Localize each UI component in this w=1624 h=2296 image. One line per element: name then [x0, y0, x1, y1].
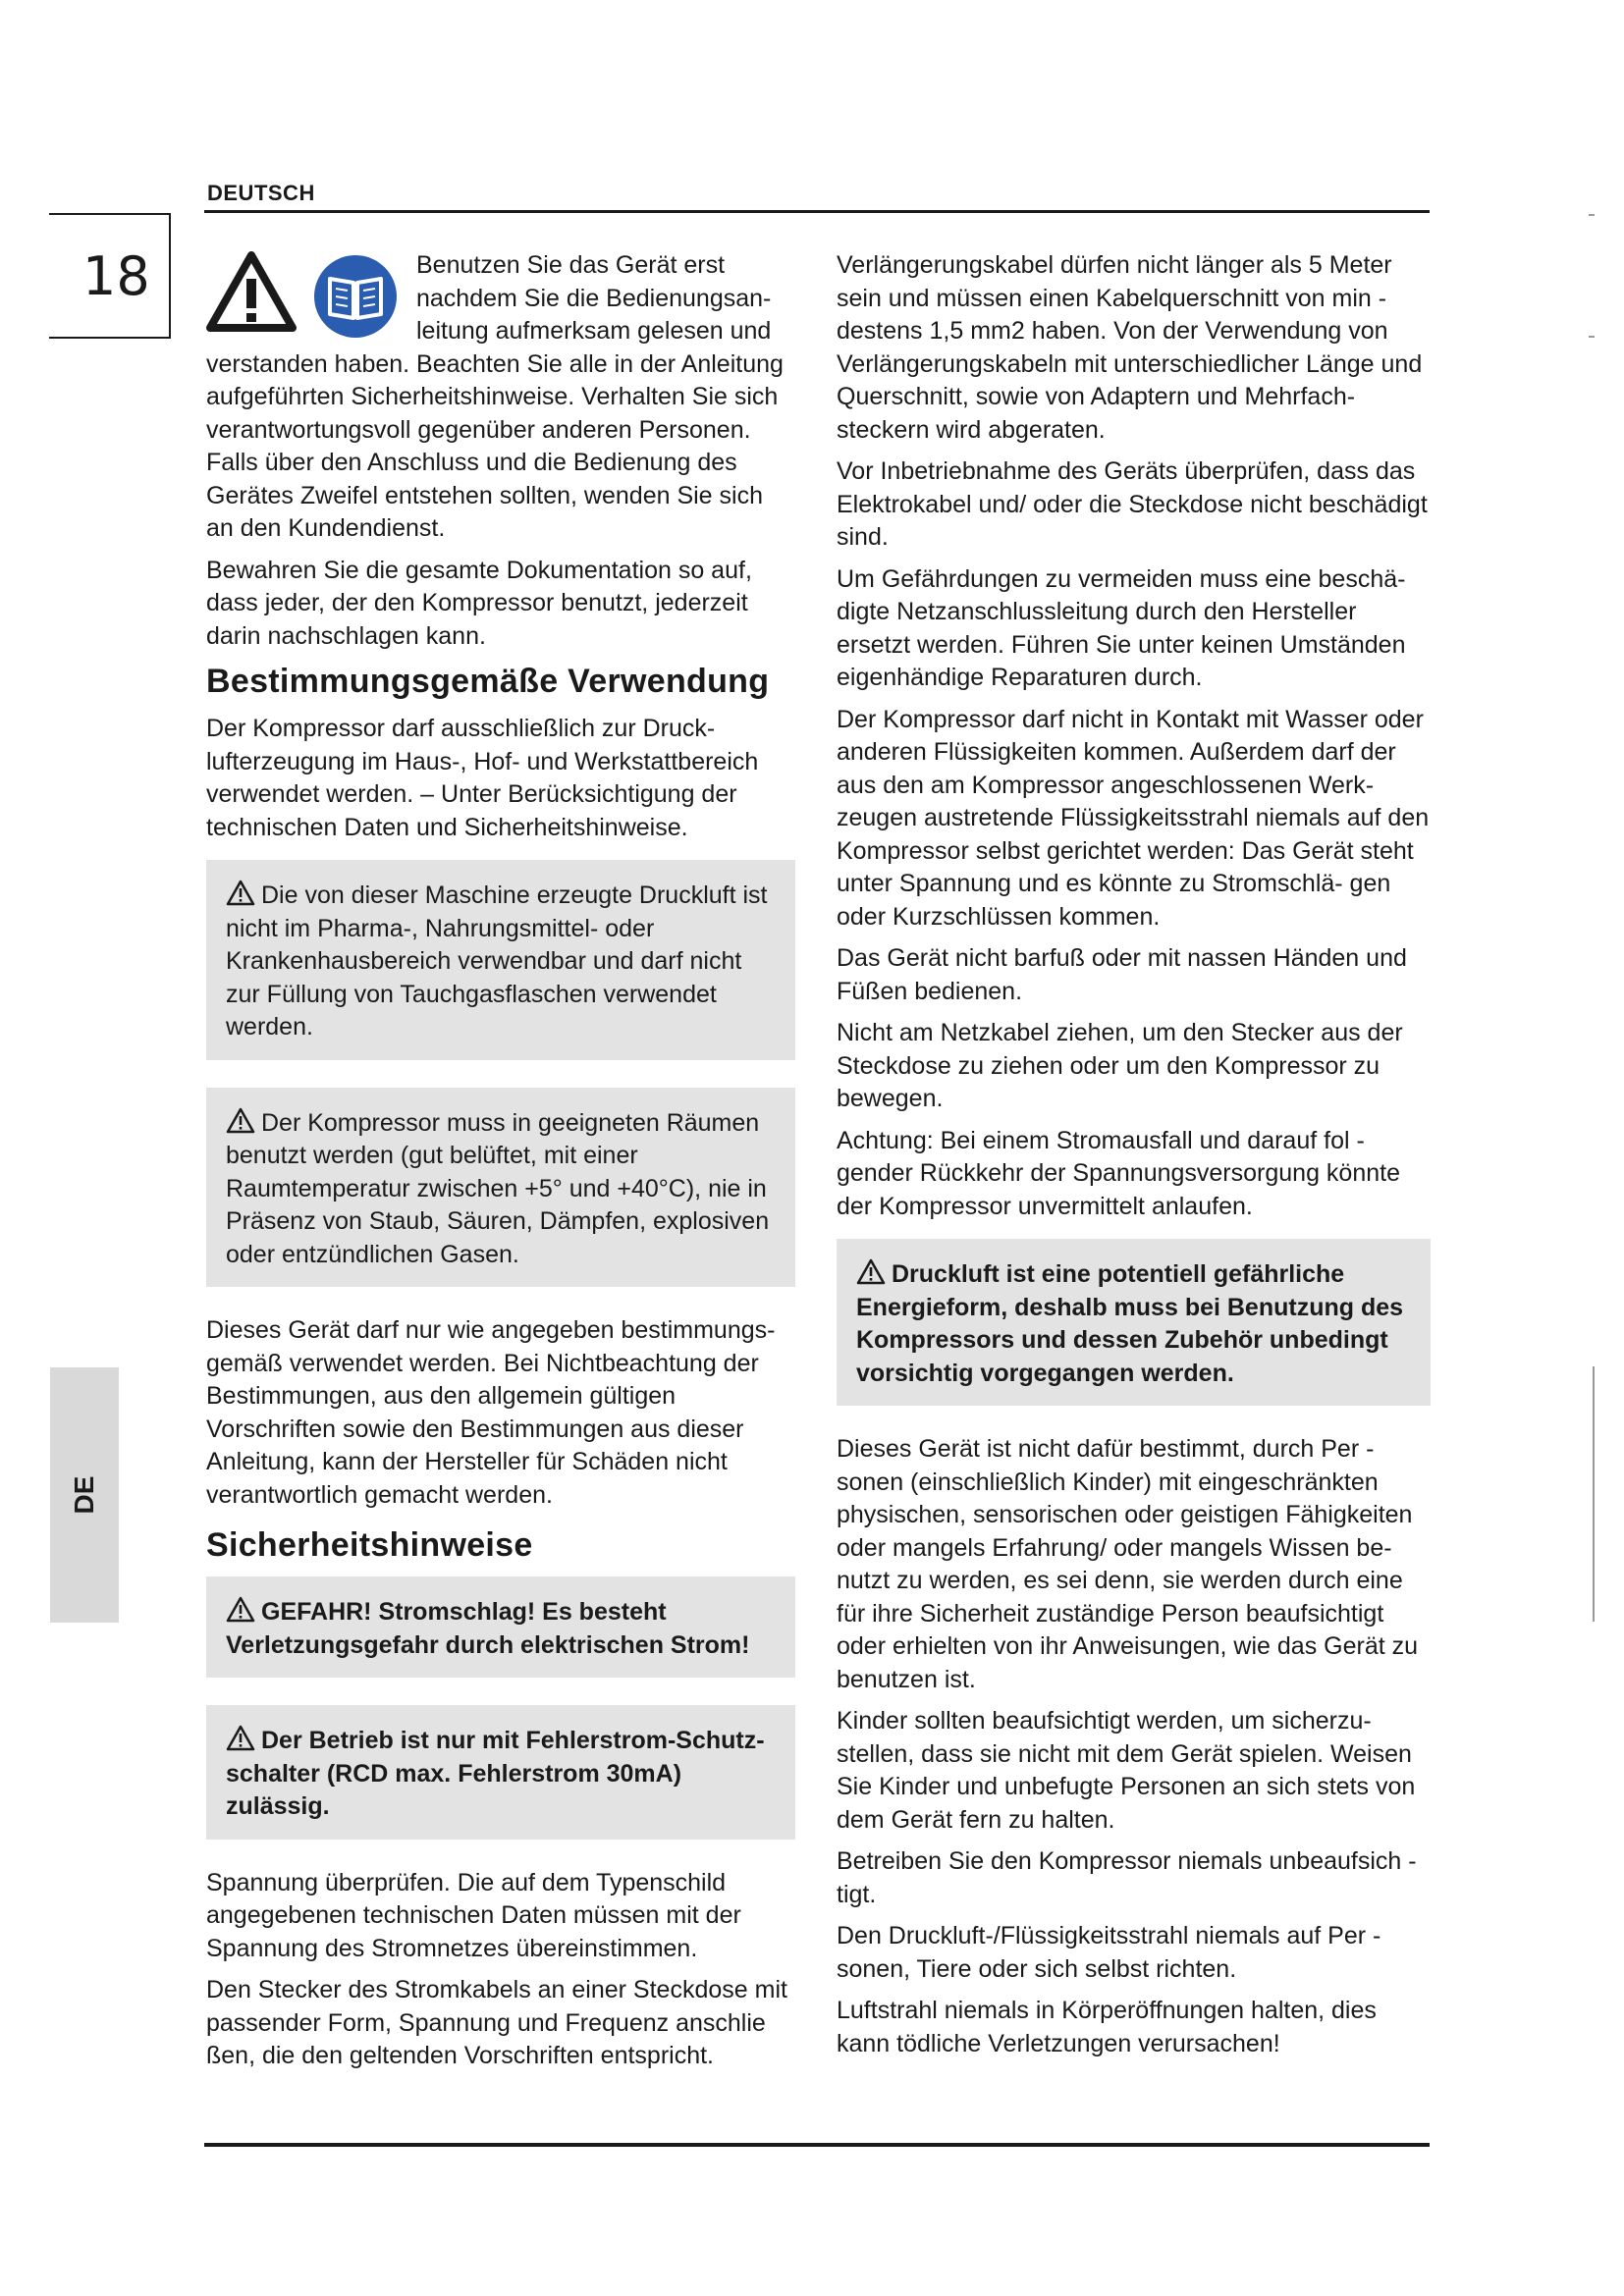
right-paragraph-4: Der Kompressor darf nicht in Kontakt mit Wasser oder anderen Flüssigkeiten kommen. Außerdem darf der aus den am Kompressor angeschlossenen Werk- zeugen austretende Flüssigkeitsstrahl niemals auf den Kompressor selbst gerichtet werden: Das Gerät steht unter Spannung und es könnte zu Stromschlä- gen oder Kurzschlüssen kommen.: [837, 705, 1430, 931]
header-rule: [204, 210, 1430, 213]
right-paragraph-10: Betreiben Sie den Kompressor niemals unbeaufsich - tigt.: [837, 1847, 1417, 1908]
right-paragraph-2: Vor Inbetriebnahme des Geräts überprüfen, dass das Elektrokabel und/ oder die Steckdose nicht beschädigt sind.: [837, 457, 1428, 551]
page-number: 18: [82, 245, 150, 307]
left-column: [206, 249, 795, 2082]
language-side-tab: [50, 1367, 119, 1623]
language-side-tab-label: DE: [69, 1475, 99, 1515]
edge-mark: [1589, 214, 1595, 216]
edge-mark: [1589, 336, 1595, 338]
right-paragraph-6: Nicht am Netzkabel ziehen, um den Stecker aus der Steckdose zu ziehen oder um den Kompressor zu bewegen.: [837, 1019, 1403, 1112]
read-manual-icon: [312, 253, 399, 340]
notice-box-room-conditions: [206, 1088, 795, 1288]
notice-box-text: Der Betrieb ist nur mit Fehlerstrom-Schutz- schalter (RCD max. Fehlerstrom 30mA) zulässig.: [226, 1727, 765, 1820]
right-paragraph-5: Das Gerät nicht barfuß oder mit nassen Händen und Füßen bedienen.: [837, 944, 1407, 1005]
header-language: DEUTSCH: [207, 181, 315, 205]
safety-paragraph-1: Spannung überprüfen. Die auf dem Typenschild angegebenen technischen Daten müssen mit der Spannung des Stromnetzes übereinstimmen.: [206, 1868, 741, 1962]
notice-box-electric-shock: [206, 1576, 795, 1678]
intro-icons: [206, 249, 405, 342]
warning-triangle-icon: [206, 249, 297, 334]
usage-paragraph-1: Der Kompressor darf ausschließlich zur Druck- lufterzeugung im Haus-, Hof- und Werkstattbereich verwendet werden. – Unter Berücksichtigung der technischen Daten und Sicherheitshinweise.: [206, 715, 759, 841]
warning-triangle-icon: [226, 1596, 255, 1623]
right-paragraph-12: Luftstrahl niemals in Körperöffnungen halten, dies kann tödliche Verletzungen verursachen!: [837, 1997, 1377, 2057]
notice-box-text: Der Kompressor muss in geeigneten Räumen benutzt werden (gut belüftet, mit einer Raumtemperatur zwischen +5° und +40°C), nie in Präsenz von Staub, Säuren, Dämpfen, explosiven oder entzündlichen Gasen.: [226, 1108, 770, 1268]
heading-safety: Sicherheitshinweise: [206, 1526, 533, 1564]
notice-box-text: Die von dieser Maschine erzeugte Druckluft ist nicht im Pharma-, Nahrungsmittel- oder Krankenhausbereich verwendbar und darf nicht zur Füllung von Tauchgasflaschen verwendet werden.: [226, 881, 768, 1041]
safety-paragraph-2: Den Stecker des Stromkabels an einer Steckdose mit passender Form, Spannung und Frequenz anschlie ßen, die den geltenden Vorschriften entspricht.: [206, 1976, 787, 2069]
right-paragraph-11: Den Druckluft-/Flüssigkeitsstrahl niemals auf Per - sonen, Tiere oder sich selbst richten.: [837, 1922, 1381, 1983]
right-paragraph-7: Achtung: Bei einem Stromausfall und darauf fol - gender Rückkehr der Spannungsversorgung könnte der Kompressor unvermittelt anlaufen.: [837, 1126, 1400, 1220]
notice-box-compressed-air-danger: [837, 1239, 1431, 1406]
right-paragraph-1: Verlängerungskabel dürfen nicht länger als 5 Meter sein und müssen einen Kabelquerschnitt von min - destens 1,5 mm2 haben. Von der Verwendung von Verlängerungskabeln mit unterschiedlicher Länge und Querschnitt, sowie von Adaptern und Mehrfach- steckern wird abgeraten.: [837, 251, 1423, 444]
right-paragraph-8: Dieses Gerät ist nicht dafür bestimmt, durch Per - sonen (einschließlich Kinder) mit eingeschränkten physischen, sensorischen oder geistigen Fähigkeiten oder mangels Erfahrung/ oder mangels Wissen be- nutzt zu werden, es sei denn, sie werden durch eine für ihre Sicherheit zuständige Person beaufsichtigt oder erhielten von ihr Anweisungen, wie das Gerät zu benutzen ist.: [837, 1435, 1419, 1693]
footer-rule: [204, 2143, 1430, 2147]
right-paragraph-3: Um Gefährdungen zu vermeiden muss eine beschä- digte Netzanschlussleitung durch den Hersteller ersetzt werden. Führen Sie unter keinen Umständen eigenhändige Reparaturen durch.: [837, 564, 1406, 691]
right-column: [837, 249, 1431, 2069]
warning-triangle-icon: [856, 1258, 886, 1285]
intro-paragraph-2: Bewahren Sie die gesamte Dokumentation so auf, dass jeder, der den Kompressor benutzt, jederzeit darin nachschlagen kann.: [206, 556, 752, 650]
warning-triangle-icon: [226, 1725, 255, 1751]
notice-box-text: Druckluft ist eine potentiell gefährliche Energieform, deshalb muss bei Benutzung des Kompressors und dessen Zubehör unbedingt vorsichtig vorgegangen werden.: [856, 1260, 1404, 1387]
notice-box-compressed-air-use: [206, 860, 795, 1060]
intro-paragraph-1: Benutzen Sie das Gerät erst nachdem Sie die Bedienungsan- leitung aufmerksam gelesen und verstanden haben. Beachten Sie alle in der Anleitung aufgeführten Sicherheitshinweise. Verhalten Sie sich verantwortungsvoll gegenüber anderen Personen. Falls über den Anschluss und die Bedienung des Gerätes Zweifel entstehen sollten, wenden Sie sich an den Kundendienst.: [206, 251, 784, 542]
notice-box-rcd: [206, 1705, 795, 1840]
heading-intended-use: Bestimmungsgemäße Verwendung: [206, 663, 770, 700]
right-paragraph-9: Kinder sollten beaufsichtigt werden, um sicherzu- stellen, dass sie nicht mit dem Gerät spielen. Weisen Sie Kinder und unbefugte Personen an sich stets von dem Gerät fern zu halten.: [837, 1707, 1416, 1834]
usage-paragraph-2: Dieses Gerät darf nur wie angegeben bestimmungs- gemäß verwendet werden. Bei Nichtbeachtung der Bestimmungen, aus den allgemein gültigen Vorschriften sowie den Bestimmungen aus dieser Anleitung, kann der Hersteller für Schäden nicht verantwortlich gemacht werden.: [206, 1316, 776, 1509]
notice-box-text: GEFAHR! Stromschlag! Es besteht Verletzungsgefahr durch elektrischen Strom!: [226, 1598, 750, 1659]
warning-triangle-icon: [226, 1107, 255, 1134]
warning-triangle-icon: [226, 880, 255, 906]
edge-mark: [1593, 1366, 1595, 1622]
